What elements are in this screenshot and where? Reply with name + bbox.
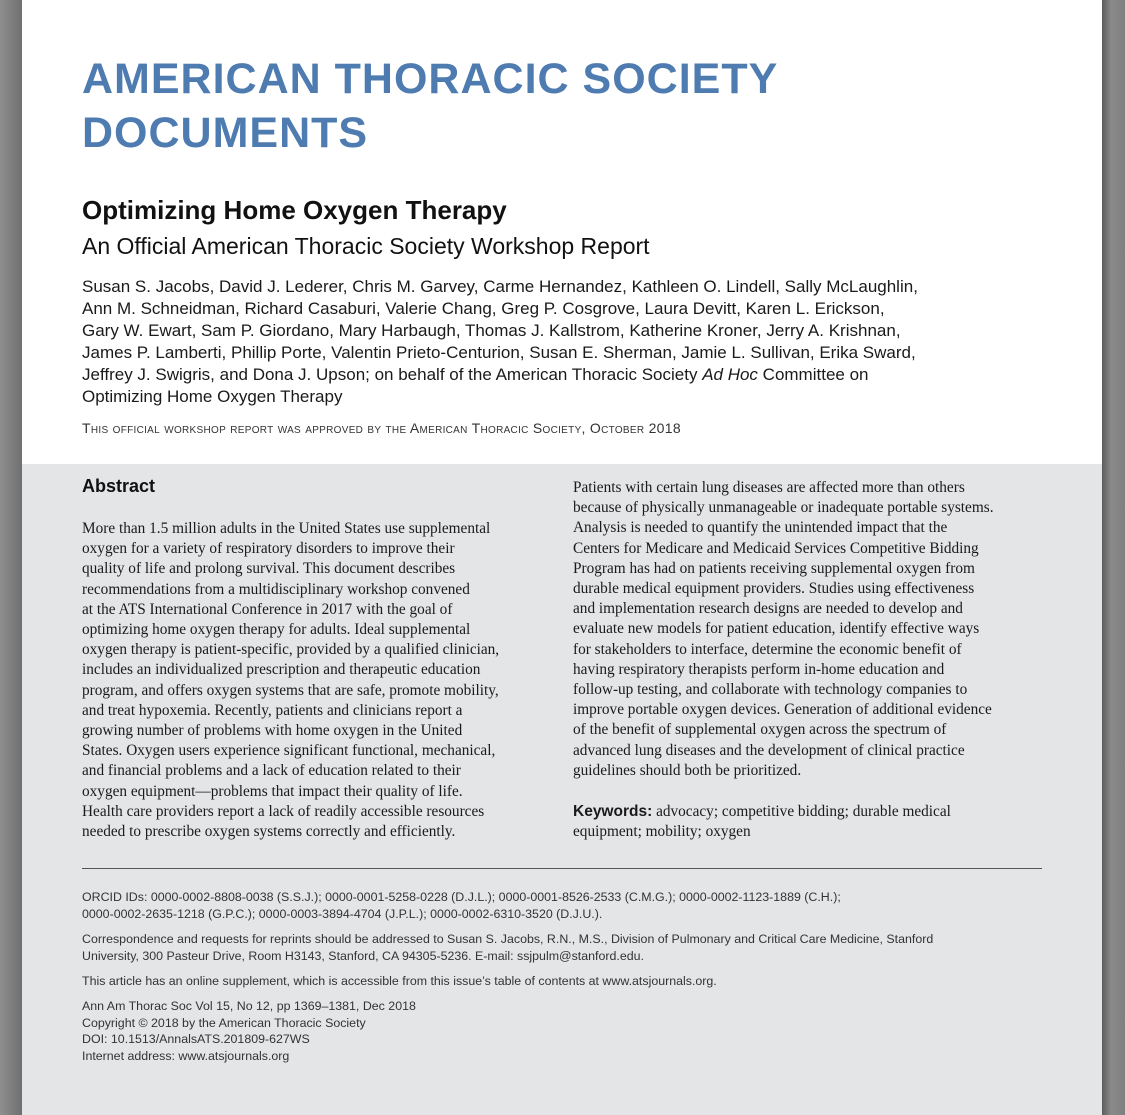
series-heading-line-1: AMERICAN THORACIC SOCIETY xyxy=(82,55,779,103)
keywords xyxy=(573,802,1045,842)
article-subtitle: An Official American Thoracic Society Workshop Report xyxy=(82,233,650,259)
abstract-line: Program has had on patients receiving supplemental oxygen from xyxy=(573,559,975,577)
author-line-text: Jeffrey J. Swigris, and Dona J. Upson; on behalf of the American Thoracic Society xyxy=(82,365,703,384)
abstract-line: Centers for Medicare and Medicaid Services Competitive Bidding xyxy=(573,539,979,557)
approval-statement: This official workshop report was approved by the American Thoracic Society, October 2018 xyxy=(82,420,681,436)
abstract-line: for stakeholders to interface, determine the economic benefit of xyxy=(573,640,962,658)
abstract-line: because of physically unmanageable or inadequate portable systems. xyxy=(573,499,994,517)
supplement-note: This article has an online supplement, which is accessible from this issue’s table of contents at www.atsjournals.org. xyxy=(82,974,717,988)
abstract-line: recommendations from a multidisciplinary workshop convened xyxy=(82,580,470,598)
abstract-line: oxygen therapy is patient-specific, provided by a qualified clinician, xyxy=(82,641,500,659)
keywords-line: equipment; mobility; oxygen xyxy=(573,823,751,841)
abstract-line: States. Oxygen users experience significant functional, mechanical, xyxy=(82,742,496,760)
author-line xyxy=(82,364,1042,386)
abstract-line: and implementation research designs are needed to develop and xyxy=(573,600,963,618)
orcid-line: 0000-0002-2635-1218 (G.P.C.); 0000-0003-3894-4704 (J.P.L.); 0000-0002-6310-3520 (D.J.U.). xyxy=(82,907,603,921)
viewer-right-margin xyxy=(1102,0,1125,1115)
abstract-line: optimizing home oxygen therapy for adults. Ideal supplemental xyxy=(82,621,471,639)
copyright: Copyright © 2018 by the American Thoracic Society xyxy=(82,1015,366,1030)
abstract-line: advanced lung diseases and the development of clinical practice xyxy=(573,741,965,759)
abstract-column-right xyxy=(573,478,1045,781)
abstract-line: durable medical equipment providers. Studies using effectiveness xyxy=(573,580,975,598)
keywords-text: advocacy; competitive bidding; durable medical xyxy=(652,803,951,820)
footnotes xyxy=(82,889,1047,1064)
correspondence-line: University, 300 Pasteur Drive, Room H3143, Stanford, CA 94305-5236. E-mail: ssjpulm@stanford.edu. xyxy=(82,949,644,963)
abstract-line: evaluate new models for patient education, identify effective ways xyxy=(573,620,980,638)
author-line: Ann M. Schneidman, Richard Casaburi, Valerie Chang, Greg P. Cosgrove, Laura Devitt, Karen L. Erickson, xyxy=(82,299,885,318)
abstract-line: at the ATS International Conference in 2017 with the goal of xyxy=(82,600,453,618)
internet-address: Internet address: www.atsjournals.org xyxy=(82,1048,290,1063)
abstract-line: oxygen equipment—problems that impact their quality of life. xyxy=(82,782,463,800)
viewer-left-margin xyxy=(0,0,22,1115)
abstract-line: and financial problems and a lack of education related to their xyxy=(82,762,461,780)
author-line: James P. Lamberti, Phillip Porte, Valentin Prieto-Centurion, Susan E. Sherman, Jamie L. Sullivan, Erika Sward, xyxy=(82,343,916,362)
abstract-line: improve portable oxygen devices. Generation of additional evidence xyxy=(573,701,992,719)
keywords-label: Keywords: xyxy=(573,803,653,820)
author-line: Gary W. Ewart, Sam P. Giordano, Mary Harbaugh, Thomas J. Kallstrom, Katherine Kroner, Jerry A. Krishnan, xyxy=(82,321,901,340)
journal-citation: Ann Am Thorac Soc Vol 15, No 12, pp 1369–1381, Dec 2018 xyxy=(82,999,416,1013)
author-list xyxy=(82,276,1042,408)
document-page xyxy=(22,0,1102,1115)
abstract-line: quality of life and prolong survival. This document describes xyxy=(82,560,456,578)
abstract-line: Analysis is needed to quantify the unintended impact that the xyxy=(573,519,948,537)
abstract-line: needed to prescribe oxygen systems correctly and efficiently. xyxy=(82,823,456,841)
abstract-line: and treat hypoxemia. Recently, patients and clinicians report a xyxy=(82,701,463,719)
correspondence xyxy=(82,931,1047,965)
keywords-line xyxy=(573,802,1045,822)
abstract-line: oxygen for a variety of respiratory disorders to improve their xyxy=(82,540,455,558)
abstract-line: includes an individualized prescription and therapeutic education xyxy=(82,661,481,679)
article-title: Optimizing Home Oxygen Therapy xyxy=(82,195,507,225)
abstract-line: growing number of problems with home oxygen in the United xyxy=(82,722,463,740)
author-line: Optimizing Home Oxygen Therapy xyxy=(82,387,343,406)
author-line: Susan S. Jacobs, David J. Lederer, Chris M. Garvey, Carme Hernandez, Kathleen O. Lindell, Sally McLaughlin, xyxy=(82,277,918,296)
abstract-heading: Abstract xyxy=(82,476,156,496)
abstract-line: Patients with certain lung diseases are affected more than others xyxy=(573,479,965,496)
orcid-ids xyxy=(82,889,1047,923)
abstract-line: of the benefit of supplemental oxygen across the spectrum of xyxy=(573,721,947,739)
abstract-line: follow-up testing, and collaborate with technology companies to xyxy=(573,681,968,699)
doi: DOI: 10.1513/AnnalsATS.201809-627WS xyxy=(82,1032,310,1046)
series-heading xyxy=(82,52,1042,160)
section-divider xyxy=(82,868,1042,869)
abstract-line: program, and offers oxygen systems that are safe, promote mobility, xyxy=(82,681,499,699)
citation-block xyxy=(82,998,1047,1064)
abstract-line: guidelines should both be prioritized. xyxy=(573,761,802,779)
abstract-line: More than 1.5 million adults in the United States use supplemental xyxy=(82,520,491,537)
series-heading-line-2: DOCUMENTS xyxy=(82,109,369,157)
author-line-text: Committee on xyxy=(757,365,869,384)
ad-hoc-italic: Ad Hoc xyxy=(702,365,758,384)
correspondence-line: Correspondence and requests for reprints should be addressed to Susan S. Jacobs, R.N., M.S., Division of Pulmonary and Critical Care Medicine, Stanford xyxy=(82,932,934,946)
abstract-column-left xyxy=(82,519,552,842)
abstract-line: having respiratory therapists perform in-home education and xyxy=(573,660,945,678)
abstract-line: Health care providers report a lack of readily accessible resources xyxy=(82,802,485,820)
orcid-line: ORCID IDs: 0000-0002-8808-0038 (S.S.J.); 0000-0001-5258-0228 (D.J.L.); 0000-0001-8526-2533 (C.M.G.); 0000-0002-1123-1889 (C.H.); xyxy=(82,890,841,904)
